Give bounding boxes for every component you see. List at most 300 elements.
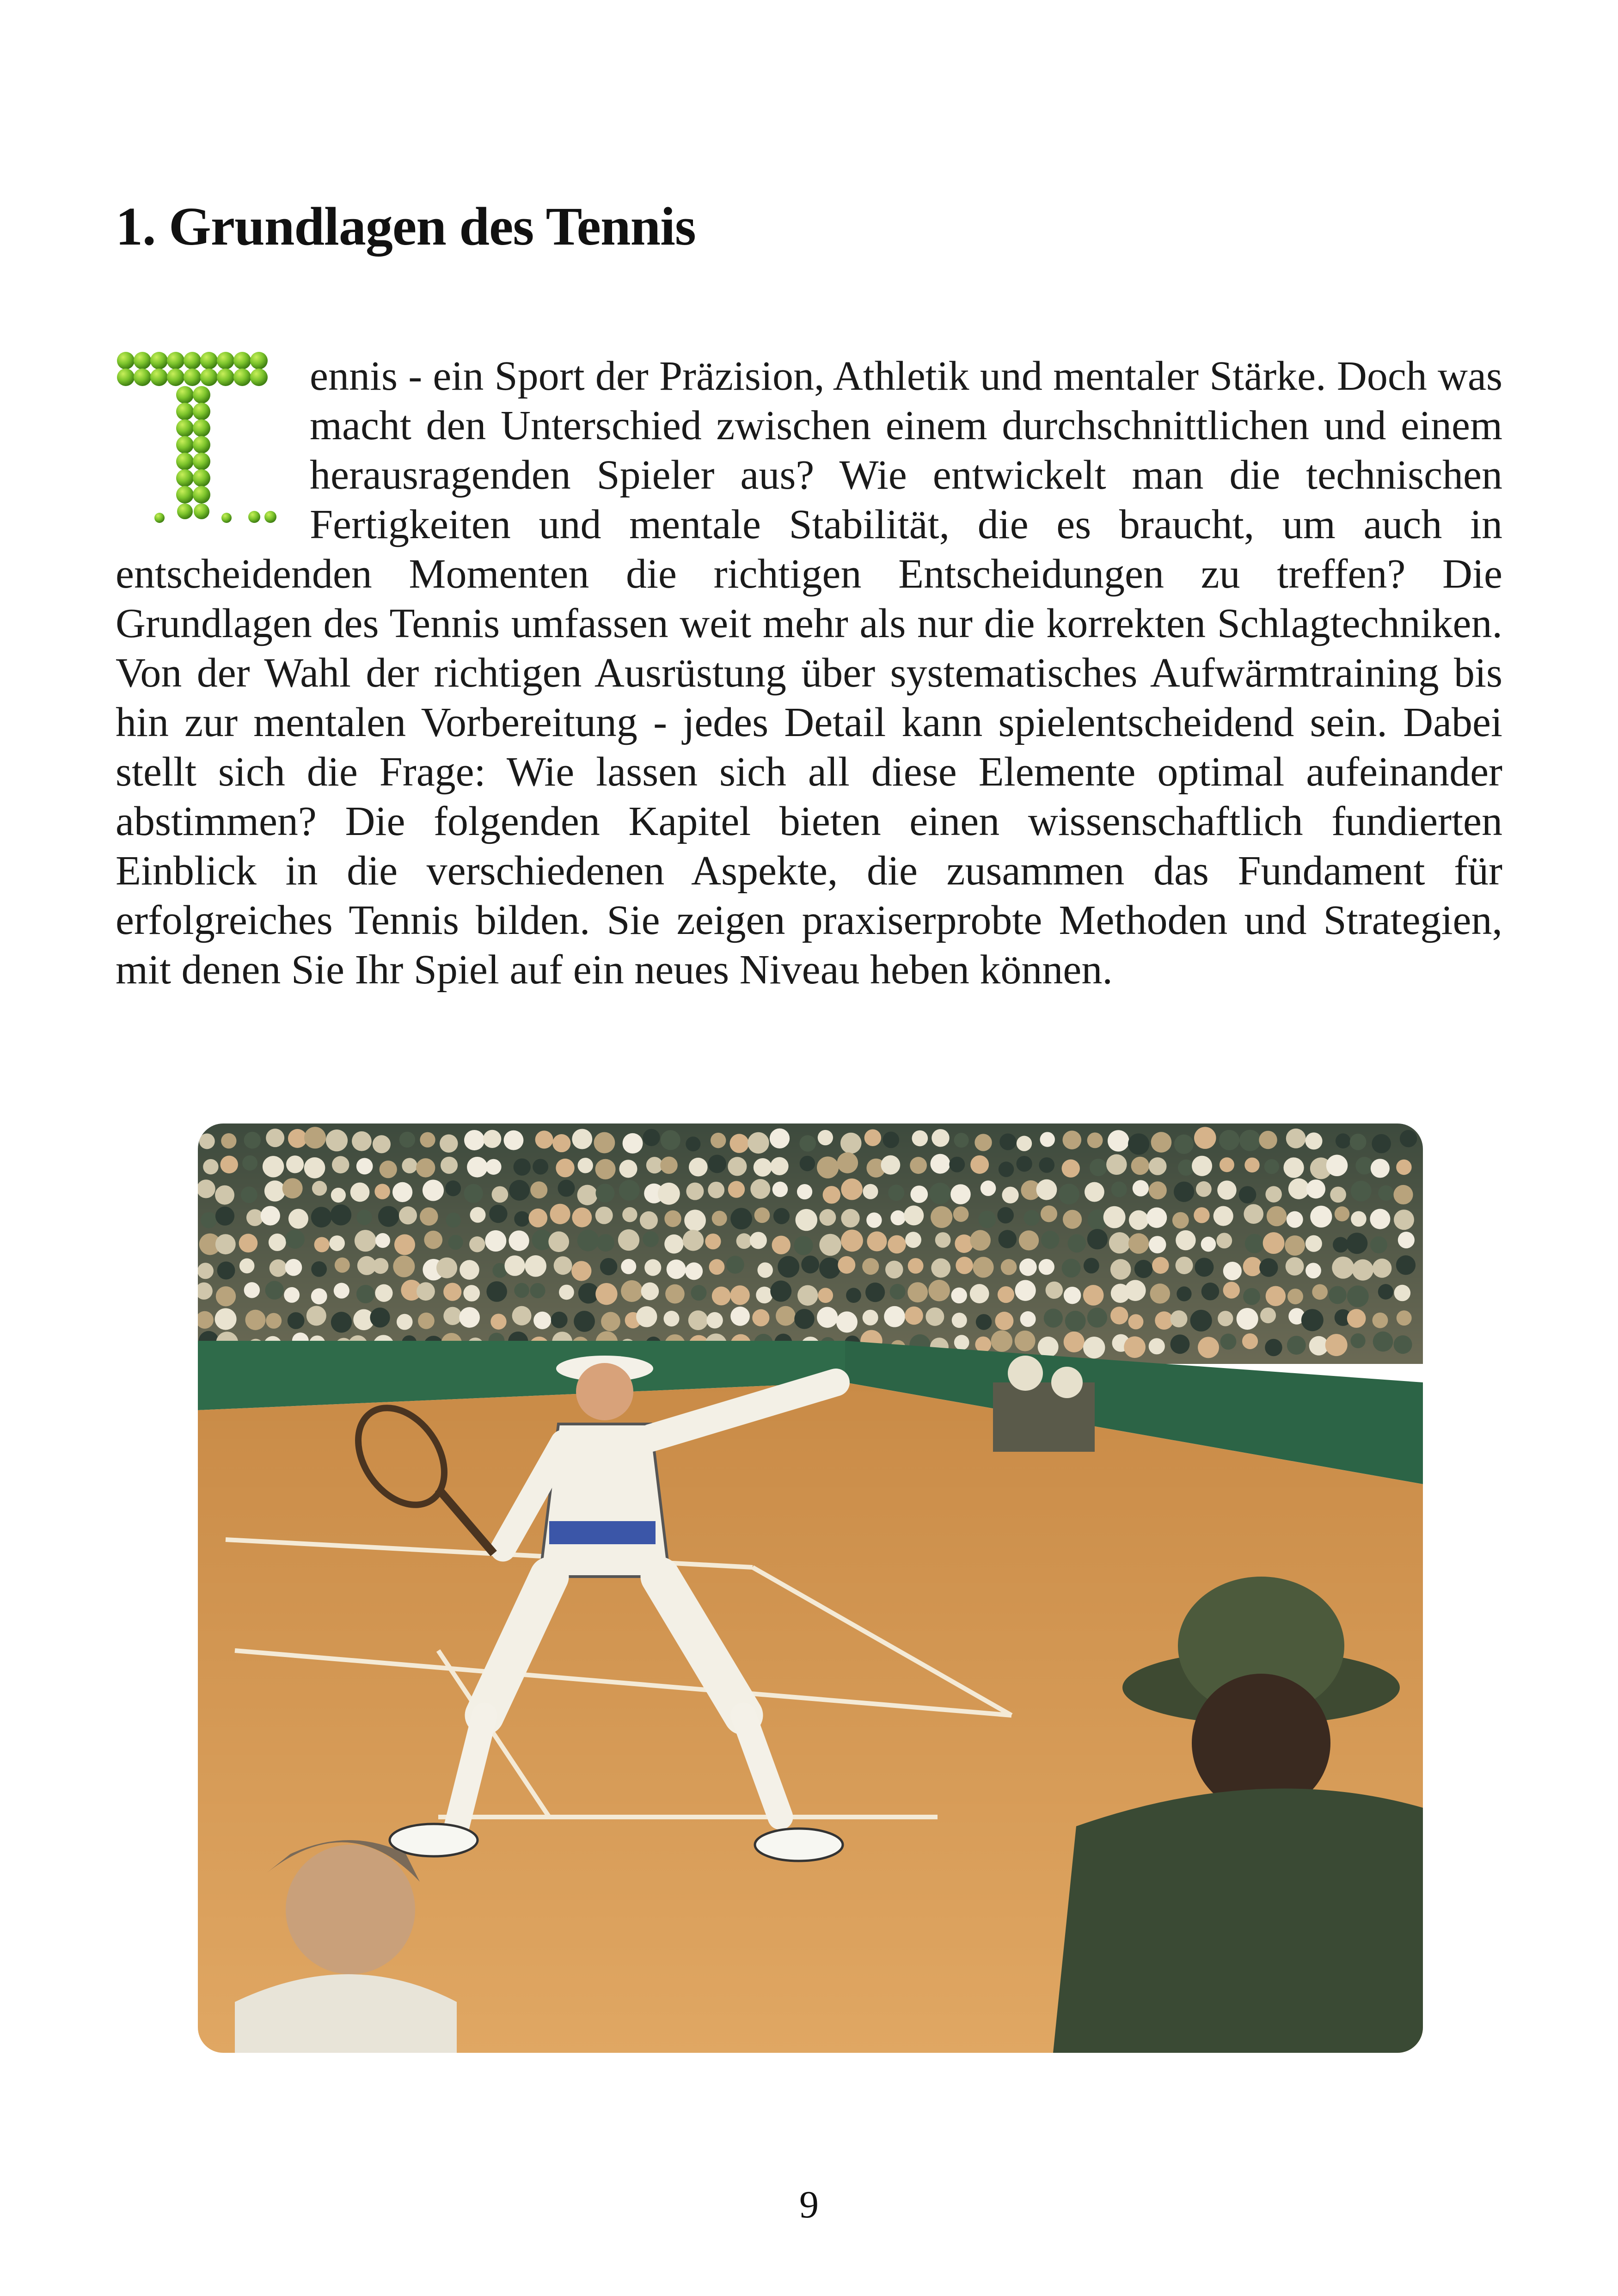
spectator [863,1184,878,1199]
tennis-ball [264,511,276,523]
spectator [776,1306,796,1326]
spectator [778,1256,799,1278]
spectator [443,1307,461,1325]
spectator [199,1133,215,1149]
spectator [1312,1284,1328,1300]
spectator [1103,1206,1126,1228]
spectator [1245,1234,1264,1253]
spectator [686,1183,704,1200]
spectator [840,1133,861,1154]
spectator [215,1308,237,1330]
spectator [1059,1184,1079,1204]
spectator [952,1313,967,1328]
spectator [1062,1160,1080,1178]
spectator [864,1130,881,1146]
spectator [1149,1181,1167,1199]
spectator [1239,1186,1256,1203]
spectator [1172,1212,1189,1229]
spectator [1329,1286,1347,1304]
spectator [1087,1229,1108,1249]
spectator [356,1209,372,1225]
spectator [1306,1179,1325,1198]
paragraph-text: ennis - ein Sport der Präzision, Athletik und mentaler Stärke. Doch was macht den Unterschied zwischen einem durchschnittlichen und einem herausragenden Spieler aus? Wie entwickelt man die technischen Fertigkeiten und mentale Stabilität, die es braucht, um auch in entscheidenden Momenten die richtigen Entscheidungen zu treffen? Die Grundlagen des Tennis umfassen weit mehr als nur die korrekten Schlagtechniken. Von der Wahl der richtigen Ausrüstung über systematisches Aufwärmtraining bis hin zur mentalen Vorbereitung - jedes Detail kann spielentscheidend sein. Dabei stellt sich die Frage: Wie lassen sich all diese Elemente optimal aufeinander abstimmen? Die folgenden Kapitel bieten einen wissenschaftlich fundierten Einblick in die verschiedenen Aspekte, die zusammen das Fundament für erfolgreiches Tennis bilden. Sie zeigen praxiserprobte Methoden und Strategien, mit denen Sie Ihr Spiel auf ein neues Niveau heben können. [116,353,1502,993]
spectator [660,1157,678,1174]
spectator [1194,1127,1216,1149]
spectator [1174,1135,1194,1154]
spectator [728,1181,745,1197]
spectator [286,1155,304,1173]
spectator [773,1208,790,1224]
tennis-ball [217,368,234,386]
spectator [486,1281,507,1302]
spectator [1110,1259,1131,1280]
spectator [1176,1230,1195,1250]
tennis-ball [176,453,194,470]
spectator [530,1181,547,1198]
spectator [286,1230,305,1249]
spectator [1149,1338,1165,1354]
spectator [416,1158,435,1177]
spectator [705,1234,721,1249]
spectator [1243,1257,1263,1277]
spectator [374,1184,390,1199]
spectator [975,1337,991,1353]
spectator [1087,1308,1107,1327]
spectator [504,1130,524,1150]
spectator [688,1310,708,1330]
spectator [955,1234,973,1253]
spectator [1068,1234,1086,1252]
spectator [956,1257,973,1274]
spectator [1149,1236,1166,1253]
tennis-ball [200,368,218,386]
spectator [492,1186,509,1203]
spectator [1064,1287,1081,1304]
spectator [1352,1259,1373,1281]
spectator [601,1312,620,1332]
spectator [464,1184,483,1203]
spectator [689,1158,708,1177]
spectator [1243,1288,1260,1305]
spectator [1038,1259,1054,1275]
spectator [818,1288,833,1303]
spectator [888,1235,906,1254]
spectator [1263,1232,1285,1254]
spectator [618,1229,639,1251]
spectator [664,1210,681,1227]
tennis-illustration [198,1123,1423,2053]
spectator [441,1157,458,1174]
tennis-ball [193,486,210,503]
spectator [772,1182,788,1197]
spectator [558,1180,575,1197]
spectator [355,1230,376,1252]
spectator [282,1178,303,1198]
spectator [640,1211,658,1229]
spectator [685,1262,703,1280]
spectator [770,1281,791,1302]
spectator [1332,1257,1354,1279]
spectator [867,1231,887,1251]
spectator [418,1313,435,1329]
spectator [750,1232,767,1249]
spectator [667,1259,686,1279]
spectator [356,1158,373,1175]
spectator [728,1157,747,1176]
spectator [446,1213,461,1228]
spectator [683,1230,704,1251]
spectator [622,1207,637,1222]
spectator [730,1307,750,1326]
spectator [841,1229,863,1252]
spectator [514,1283,529,1298]
spectator [770,1129,790,1148]
spectator [1330,1186,1346,1203]
spectator [846,1288,861,1303]
spectator [548,1231,569,1252]
spectator [1150,1283,1170,1303]
spectator [890,1210,905,1225]
spectator [577,1229,599,1251]
spectator [819,1209,836,1226]
spectator [331,1312,352,1332]
spectator [1259,1131,1277,1149]
spectator [201,1212,217,1228]
spectator [550,1204,570,1224]
spectator [1002,1187,1018,1203]
spectator [490,1314,506,1329]
spectator [1325,1334,1348,1356]
spectator [665,1284,685,1304]
spectator [485,1159,501,1175]
spectator [1195,1258,1214,1277]
spectator [578,1158,593,1173]
spectator [1259,1258,1278,1277]
spectator [470,1207,485,1223]
spectator [658,1183,680,1205]
spectator [595,1283,617,1305]
spectator [757,1262,772,1277]
spectator [1242,1333,1258,1349]
spectator [1064,1332,1085,1352]
tennis-ball [193,419,210,437]
spectator [925,1308,944,1326]
tennis-ball [221,513,232,523]
spectator [904,1205,924,1225]
spectator [1305,1132,1322,1149]
tennis-ball [150,352,168,369]
tennis-ball [194,503,209,519]
spectator [865,1283,885,1302]
spectator [1283,1157,1304,1178]
spectator [1017,1136,1032,1151]
spectator [1244,1158,1259,1173]
spectator [402,1158,417,1173]
spectator [907,1282,928,1302]
spectator [469,1236,485,1252]
spectator [1266,1286,1286,1306]
tennis-ball [250,352,268,369]
spectator [1326,1155,1348,1176]
spectator [335,1258,350,1273]
tennis-ball [193,403,210,420]
spectator [1373,1332,1393,1352]
spectator [890,1284,906,1300]
spectator [220,1156,238,1173]
spectator [217,1262,235,1280]
spectator [393,1256,415,1277]
spectator [1370,1236,1387,1253]
spectator [326,1130,348,1151]
spectator [571,1261,591,1281]
tennis-ball [117,352,135,369]
spectator [817,1156,839,1178]
spectator [1310,1206,1332,1228]
spectator [1264,1159,1279,1174]
spectator [1378,1185,1394,1201]
spectator [239,1259,255,1274]
spectator [643,1129,660,1146]
spectator [931,1259,950,1278]
spectator [1287,1336,1306,1355]
tennis-ball [217,352,234,369]
spectator [1333,1237,1348,1252]
spectator [1062,1259,1081,1277]
spectator [483,1130,501,1148]
spectator [1394,1209,1414,1230]
spectator [1305,1263,1321,1278]
spectator [885,1261,903,1279]
spectator [1001,1259,1017,1275]
spectator [311,1261,327,1277]
spectator [884,1306,905,1327]
spectator [1041,1205,1057,1222]
spectator [621,1280,643,1302]
spectator [973,1257,993,1277]
spectator [1287,1211,1303,1228]
spectator [800,1156,815,1171]
spectator [215,1234,236,1254]
spectator [1265,1339,1282,1356]
spectator [712,1211,727,1226]
spectator [311,1207,332,1228]
spectator [375,1284,392,1302]
spectator [974,1134,992,1151]
spectator [1019,1230,1039,1250]
spectator [663,1311,679,1326]
spectator [424,1231,442,1249]
spectator [1373,1259,1392,1278]
spectator [912,1130,928,1147]
spectator [1216,1233,1232,1248]
spectator [970,1230,991,1251]
spectator [929,1183,951,1204]
spectator [1286,1257,1304,1276]
spectator [1036,1179,1057,1200]
spectator [838,1256,855,1274]
spectator [312,1181,327,1196]
spectator [888,1185,904,1201]
spectator [684,1209,706,1231]
spectator [754,1208,770,1223]
spectator [836,1311,858,1332]
spectator [241,1186,257,1203]
spectator [726,1256,744,1274]
tennis-ball [176,419,194,437]
spectator [1039,1157,1054,1173]
spectator [750,1179,770,1199]
spectator [932,1129,949,1147]
spectator [863,1310,878,1326]
spectator [621,1259,636,1274]
spectator [594,1132,615,1154]
spectator [708,1154,726,1173]
spectator [572,1129,592,1149]
spectator [373,1135,391,1153]
tennis-ball [176,469,194,487]
spectator [1171,1310,1188,1327]
spectator [554,1256,572,1275]
spectator [1223,1262,1242,1280]
spectator [525,1255,546,1277]
spectator [881,1155,900,1175]
spectator [445,1180,461,1196]
spectator [269,1234,286,1251]
spectator [1350,1134,1367,1150]
tennis-ball [176,386,194,404]
spectator [559,1285,574,1300]
spectator [370,1308,390,1327]
spectator [729,1134,748,1153]
spectator [1244,1204,1263,1224]
spectator [794,1236,813,1255]
spectator [712,1287,731,1306]
drop-cap-tennis-ball-letter [116,347,310,536]
spectator [976,1314,992,1330]
spectator [311,1288,327,1304]
spectator [841,1179,863,1200]
spectator [862,1258,879,1275]
tennis-ball [193,469,210,487]
spectator [951,1288,967,1304]
spectator [686,1136,700,1151]
spectator [998,1230,1017,1248]
spectator [1044,1308,1063,1327]
spectator [304,1127,326,1148]
spectator [1083,1337,1105,1358]
spectator [595,1159,616,1179]
spectator [329,1235,345,1251]
spectator [797,1184,812,1199]
spectator [1177,1286,1191,1301]
spectator [270,1259,287,1277]
tennis-ball [177,503,193,519]
spectator [460,1260,479,1280]
spectator [551,1312,568,1328]
spectator [999,1133,1016,1150]
spectator [509,1180,530,1201]
spectator [467,1157,488,1178]
spectator [1220,1333,1237,1350]
spectator [1090,1159,1107,1176]
spectator [373,1258,388,1274]
spectator [711,1133,726,1148]
spectator [752,1309,769,1326]
spectator [905,1232,921,1248]
spectator [1393,1185,1413,1204]
spectator [644,1259,661,1276]
spectator [1062,1130,1081,1149]
spectator [399,1206,417,1224]
spectator [981,1180,996,1196]
spectator [756,1287,772,1303]
spectator [577,1185,597,1205]
tennis-ball [193,386,210,404]
spectator [350,1183,370,1202]
spectator [1109,1232,1130,1253]
spectator [1220,1157,1234,1172]
spectator [794,1309,815,1329]
tennis-ball [193,453,210,470]
spectator [841,1209,859,1228]
spectator [1038,1337,1059,1357]
spectator [1237,1308,1258,1330]
spectator [1041,1231,1059,1249]
spectator [1378,1284,1394,1300]
spectator [931,1206,952,1228]
tennis-ball [248,511,260,523]
spectator [399,1132,415,1148]
spectator [1083,1285,1104,1306]
spectator [1214,1206,1233,1226]
spectator [930,1154,950,1174]
spectator [1218,1311,1233,1326]
spectator [910,1157,927,1174]
spectator [572,1208,592,1228]
spectator [485,1230,506,1252]
spectator [242,1155,257,1171]
spectator [1133,1180,1149,1196]
spectator [1087,1132,1103,1148]
spectator [1239,1130,1261,1151]
spectator [770,1157,788,1175]
spectator [823,1186,840,1203]
spectator [1085,1182,1104,1202]
spectator [216,1286,236,1306]
spectator [420,1207,438,1226]
spectator [664,1234,683,1253]
spectator [306,1306,326,1326]
spectator [394,1234,415,1255]
spectator [641,1283,659,1301]
spectator [1125,1280,1146,1301]
spectator [509,1230,529,1251]
spectator [1201,1237,1216,1252]
chapter-title: 1. Grundlagen des Tennis [116,196,696,257]
spectator [1178,1160,1194,1176]
spectator [417,1282,435,1301]
spectator [440,1134,458,1153]
spectator [954,1335,969,1350]
spectator [708,1182,724,1198]
spectator [1152,1257,1169,1274]
tennis-ball [200,352,218,369]
spectator [910,1185,928,1203]
spectator [970,1155,989,1174]
spectator [1336,1133,1351,1148]
tennis-ball [193,436,210,454]
spectator [1286,1129,1306,1148]
